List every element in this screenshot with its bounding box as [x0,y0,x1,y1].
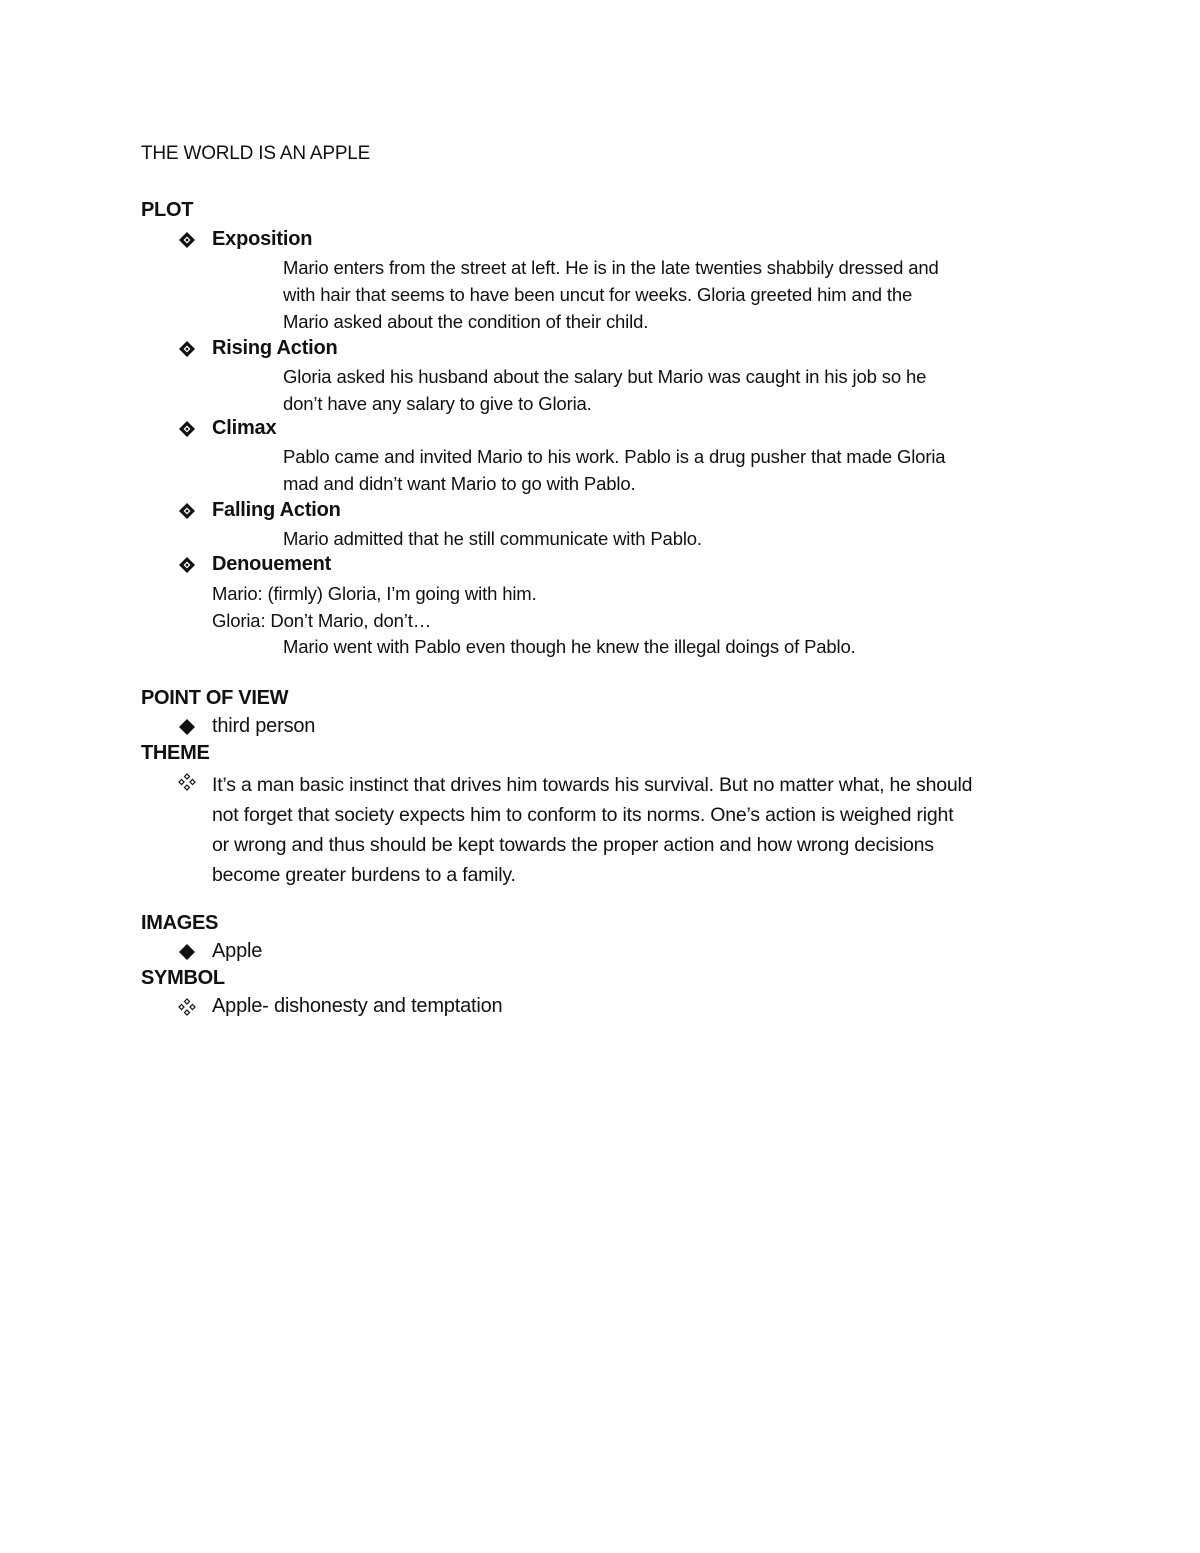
text-line: Mario went with Pablo even though he knew the illegal doings of Pablo. [283,636,856,657]
bullet-symbol [178,995,502,1018]
text-line: Mario enters from the street at left. He is in the late twenties shabbily dressed and [283,257,939,278]
filled-diamond-bullet-icon [178,420,196,438]
document-title: THE WORLD IS AN APPLE [141,143,371,164]
bullet-label-rising-action: Rising Action [212,337,338,359]
bullet-label-falling-action: Falling Action [212,499,341,521]
bullet-label-climax: Climax [212,417,277,439]
filled-diamond-bullet-icon [178,556,196,574]
text-line: It’s a man basic instinct that drives him towards his survival. But no matter what, he should [212,774,973,796]
denouement-dialogue [212,580,537,634]
bullet-climax [178,417,276,440]
bullet-point-of-view [178,715,315,738]
text-line: mad and didn’t want Mario to go with Pablo. [283,473,636,494]
bullet-falling-action [178,499,341,522]
text-line: don’t have any salary to give to Gloria. [283,393,592,414]
dialogue-line: Mario: (firmly) Gloria, I’m going with him. [212,583,537,604]
text-line: Mario admitted that he still communicate with Pablo. [283,528,702,549]
filled-diamond-bullet-icon [178,231,196,249]
four-diamond-bullet-icon [178,773,196,791]
text-line: with hair that seems to have been uncut for weeks. Gloria greeted him and the [283,284,913,305]
bullet-label-symbol: Apple- dishonesty and temptation [212,995,503,1017]
rising-action-text [283,363,926,417]
bullet-label-denouement: Denouement [212,553,332,575]
bullet-exposition [178,228,312,251]
exposition-text [283,254,939,335]
theme-text [212,770,1072,890]
section-heading-images: IMAGES [141,912,219,934]
section-heading-point-of-view: POINT OF VIEW [141,687,289,709]
section-heading-theme: THEME [141,742,210,764]
text-line: Mario asked about the condition of their child. [283,311,649,332]
text-line: become greater burdens to a family. [212,864,516,886]
filled-diamond-bullet-icon [178,943,196,961]
climax-text [283,443,945,497]
bullet-images [178,940,262,963]
text-line: Gloria asked his husband about the salary but Mario was caught in his job so he [283,366,927,387]
denouement-text [283,633,856,660]
text-line: or wrong and thus should be kept towards the proper action and how wrong decisions [212,834,934,856]
section-heading-symbol: SYMBOL [141,967,225,989]
four-diamond-bullet-icon [178,998,196,1016]
filled-diamond-bullet-icon [178,340,196,358]
filled-diamond-bullet-icon [178,718,196,736]
dialogue-line: Gloria: Don’t Mario, don’t… [212,610,432,631]
section-heading-plot: PLOT [141,199,194,221]
bullet-label-exposition: Exposition [212,228,313,250]
text-line: not forget that society expects him to conform to its norms. One’s action is weighed right [212,804,954,826]
bullet-denouement [178,553,331,576]
bullet-label-point-of-view: third person [212,715,316,737]
filled-diamond-bullet-icon [178,502,196,520]
text-line: Pablo came and invited Mario to his work. Pablo is a drug pusher that made Gloria [283,446,946,467]
bullet-label-images: Apple [212,940,263,962]
falling-action-text [283,525,702,552]
bullet-rising-action [178,337,338,360]
